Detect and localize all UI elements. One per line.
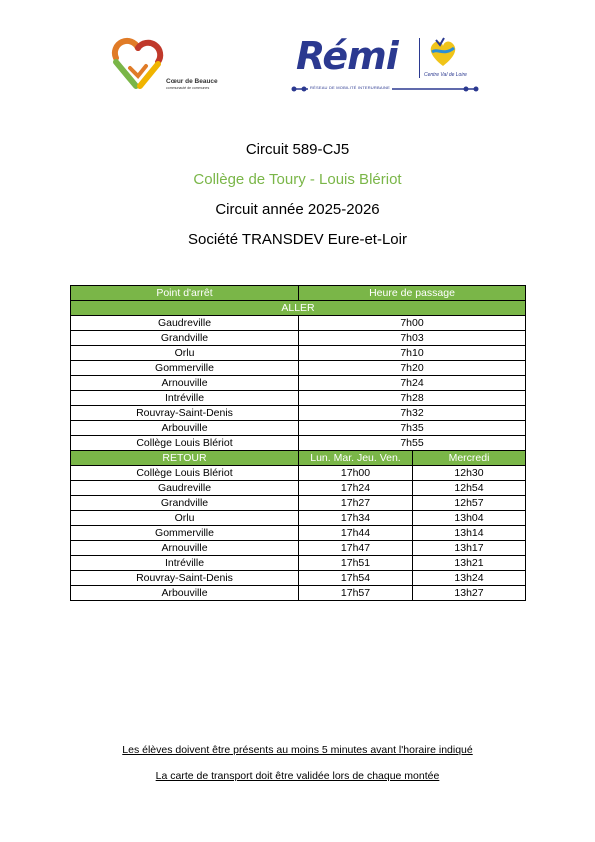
schedule-table — [70, 285, 526, 601]
table-row — [71, 481, 526, 496]
stop-name: Gaudreville — [71, 481, 299, 496]
partner-name: Centre Val de Loire — [424, 72, 467, 78]
wednesday-time: 13h27 — [413, 586, 526, 601]
logo-divider — [419, 38, 420, 78]
retour-weekday-header: Lun. Mar. Jeu. Ven. — [299, 451, 413, 466]
table-row — [71, 331, 526, 346]
logo-subtitle: communauté de communes — [166, 86, 210, 90]
remi-logo — [286, 32, 486, 94]
stop-name: Grandville — [71, 331, 299, 346]
table-row — [71, 496, 526, 511]
year-title: Circuit année 2025-2026 — [215, 201, 380, 218]
table-header-row — [71, 286, 526, 301]
wednesday-time: 13h17 — [413, 541, 526, 556]
retour-label: RETOUR — [71, 451, 299, 466]
retour-header-row — [71, 451, 526, 466]
weekday-time: 17h24 — [299, 481, 413, 496]
table-row — [71, 436, 526, 451]
stop-name: Arbouville — [71, 421, 299, 436]
wednesday-time: 12h30 — [413, 466, 526, 481]
stop-time: 7h32 — [299, 406, 526, 421]
stop-name: Orlu — [71, 511, 299, 526]
aller-row — [71, 301, 526, 316]
stop-name: Gaudreville — [71, 316, 299, 331]
table-row — [71, 466, 526, 481]
table-row — [71, 346, 526, 361]
remi-brand: Rémi — [296, 34, 398, 78]
stop-name: Rouvray-Saint-Denis — [71, 571, 299, 586]
stop-name: Arbouville — [71, 586, 299, 601]
card-note: La carte de transport doit être validée lors de chaque montée — [155, 770, 440, 782]
table-row — [71, 391, 526, 406]
wednesday-time: 12h57 — [413, 496, 526, 511]
wednesday-time: 13h14 — [413, 526, 526, 541]
stop-name: Grandville — [71, 496, 299, 511]
stop-time: 7h03 — [299, 331, 526, 346]
table-row — [71, 511, 526, 526]
table-row — [71, 556, 526, 571]
logo-name: Cœur de Beauce — [166, 78, 218, 85]
weekday-time: 17h51 — [299, 556, 413, 571]
school-title: Collège de Toury - Louis Blériot — [193, 171, 402, 188]
stop-name: Gommerville — [71, 526, 299, 541]
weekday-time: 17h34 — [299, 511, 413, 526]
stop-name: Gommerville — [71, 361, 299, 376]
stop-name: Collège Louis Blériot — [71, 466, 299, 481]
arrival-note: Les élèves doivent être présents au moins 5 minutes avant l'horaire indiqué — [122, 744, 473, 756]
stop-name: Intréville — [71, 391, 299, 406]
stop-time: 7h00 — [299, 316, 526, 331]
weekday-time: 17h47 — [299, 541, 413, 556]
wednesday-time: 12h54 — [413, 481, 526, 496]
stop-name: Collège Louis Blériot — [71, 436, 299, 451]
weekday-time: 17h54 — [299, 571, 413, 586]
schedule-body — [71, 286, 526, 601]
table-row — [71, 541, 526, 556]
centre-val-de-loire-icon — [426, 36, 460, 70]
table-row — [71, 571, 526, 586]
stop-time: 7h24 — [299, 376, 526, 391]
table-row — [71, 526, 526, 541]
table-row — [71, 421, 526, 436]
weekday-time: 17h57 — [299, 586, 413, 601]
table-row — [71, 586, 526, 601]
header-time: Heure de passage — [299, 286, 526, 301]
stop-time: 7h28 — [299, 391, 526, 406]
stop-name: Intréville — [71, 556, 299, 571]
stop-time: 7h55 — [299, 436, 526, 451]
weekday-time: 17h44 — [299, 526, 413, 541]
stop-time: 7h20 — [299, 361, 526, 376]
aller-label: ALLER — [71, 301, 526, 316]
stop-name: Arnouville — [71, 541, 299, 556]
wednesday-time: 13h24 — [413, 571, 526, 586]
stop-time: 7h35 — [299, 421, 526, 436]
wednesday-time: 13h21 — [413, 556, 526, 571]
stop-name: Rouvray-Saint-Denis — [71, 406, 299, 421]
wednesday-time: 13h04 — [413, 511, 526, 526]
header-stop: Point d'arrêt — [71, 286, 299, 301]
table-row — [71, 376, 526, 391]
stop-name: Arnouville — [71, 376, 299, 391]
table-row — [71, 361, 526, 376]
stop-name: Orlu — [71, 346, 299, 361]
stop-time: 7h10 — [299, 346, 526, 361]
weekday-time: 17h27 — [299, 496, 413, 511]
table-row — [71, 316, 526, 331]
circuit-title: Circuit 589-CJ5 — [245, 141, 350, 158]
heart-logo-icon — [108, 32, 168, 94]
weekday-time: 17h00 — [299, 466, 413, 481]
retour-wednesday-header: Mercredi — [413, 451, 526, 466]
coeur-de-beauce-logo — [108, 32, 228, 94]
table-row — [71, 406, 526, 421]
company-title: Société TRANSDEV Eure-et-Loir — [188, 231, 407, 248]
network-tagline: RÉSEAU DE MOBILITÉ INTERURBAINE — [310, 85, 390, 90]
